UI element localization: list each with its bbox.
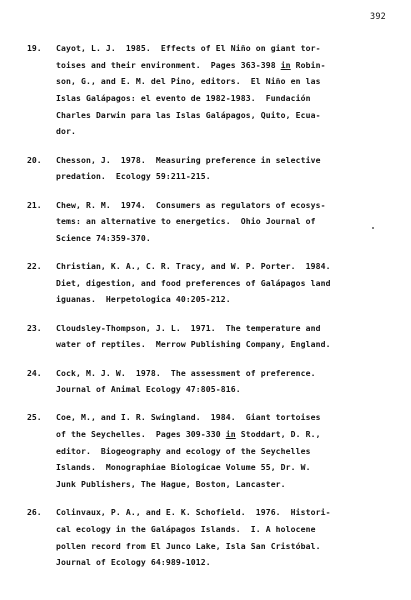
reference-line xyxy=(56,476,389,493)
reference-number: 24. xyxy=(27,367,42,378)
reference-text xyxy=(56,258,389,308)
line-text: Chew, R. M. 1974. Consumers as regulators of ecosys- xyxy=(56,199,326,210)
reference-line xyxy=(56,538,389,555)
reference-line xyxy=(56,230,389,247)
reference-entry xyxy=(27,152,389,185)
reference-line xyxy=(56,57,389,74)
reference-number: 20. xyxy=(27,154,42,165)
reference-entry xyxy=(27,40,389,140)
reference-line xyxy=(56,443,389,460)
line-text: dor. xyxy=(56,126,76,137)
reference-list xyxy=(27,40,389,583)
line-text: pollen record from El Junco Lake, Isla San Cristóbal. xyxy=(56,540,321,551)
reference-line xyxy=(56,90,389,107)
reference-line xyxy=(56,73,389,90)
line-text: son, G., and E. M. del Pino, editors. El Niño en las xyxy=(56,76,321,87)
reference-number: 25. xyxy=(27,412,42,423)
reference-text xyxy=(56,197,389,247)
reference-line xyxy=(56,275,389,292)
line-text: Science 74:359-370. xyxy=(56,232,151,243)
reference-entry xyxy=(27,197,389,247)
line-text: Junk Publishers, The Hague, Boston, Lancaster. xyxy=(56,479,286,490)
line-text: Colinvaux, P. A., and E. K. Schofield. 1976. Histori- xyxy=(56,507,331,518)
reference-entry xyxy=(27,365,389,398)
reference-number: 22. xyxy=(27,261,42,272)
line-text: Cloudsley-Thompson, J. L. 1971. The temperature and xyxy=(56,322,321,333)
line-text: cal ecology in the Galápagos Islands. I. A holocene xyxy=(56,524,316,534)
reference-line xyxy=(56,168,389,185)
reference-number: 19. xyxy=(27,43,42,53)
line-text: predation. Ecology 59:211-215. xyxy=(56,171,211,182)
line-text: Cayot, L. J. 1985. Effects of El Niño on giant tor- xyxy=(56,43,321,53)
line-text: Journal of Ecology 64:989-1012. xyxy=(56,557,211,568)
line-text: of the Seychelles. Pages 309-330 xyxy=(56,429,226,440)
line-text: Charles Darwin para las Islas Galápagos, Quito, Ecua- xyxy=(56,109,321,120)
reference-text xyxy=(56,409,389,492)
line-text: Diet, digestion, and food preferences of Galápagos land xyxy=(56,277,331,288)
page-number: 392 xyxy=(370,12,386,22)
line-text: Christian, K. A., C. R. Tracy, and W. P. Porter. 1984. xyxy=(56,261,331,272)
reference-line xyxy=(56,409,389,426)
reference-text xyxy=(56,40,389,140)
underlined-word: in xyxy=(225,429,236,440)
reference-line xyxy=(56,123,389,140)
reference-text xyxy=(56,365,389,398)
reference-line xyxy=(56,320,389,337)
line-text: editor. Biogeography and ecology of the Seychelles xyxy=(56,445,311,456)
reference-line xyxy=(56,291,389,308)
reference-line xyxy=(56,336,389,353)
reference-line xyxy=(56,197,389,214)
reference-line xyxy=(56,504,389,521)
reference-number: 21. xyxy=(27,199,42,210)
line-text-continued: Robin- xyxy=(290,59,326,70)
underlined-word: in xyxy=(280,59,291,70)
reference-line xyxy=(56,213,389,230)
line-text: Cock, M. J. W. 1978. The assessment of preference. xyxy=(56,367,316,378)
reference-entry xyxy=(27,504,389,571)
line-text: iguanas. Herpetologica 40:205-212. xyxy=(56,294,231,305)
line-text: Journal of Animal Ecology 47:805-816. xyxy=(56,384,241,395)
scan-speck xyxy=(372,227,374,229)
line-text: Chesson, J. 1978. Measuring preference in selective xyxy=(56,154,321,165)
reference-entry xyxy=(27,409,389,492)
reference-line xyxy=(56,426,389,443)
reference-line xyxy=(56,381,389,398)
reference-text xyxy=(56,152,389,185)
line-text-continued: Stoddart, D. R., xyxy=(235,429,321,440)
line-text: toises and their environment. Pages 363-398 xyxy=(56,59,281,70)
reference-number: 23. xyxy=(27,322,42,333)
line-text: tems: an alternative to energetics. Ohio Journal of xyxy=(56,216,316,227)
reference-line xyxy=(56,554,389,571)
reference-entry xyxy=(27,258,389,308)
reference-text xyxy=(56,504,389,571)
reference-entry xyxy=(27,320,389,353)
reference-text xyxy=(56,320,389,353)
line-text: Islas Galápagos: el evento de 1982-1983. Fundación xyxy=(56,93,311,104)
reference-number: 26. xyxy=(27,507,42,518)
reference-line xyxy=(56,40,389,57)
reference-line xyxy=(56,521,389,538)
reference-line xyxy=(56,107,389,124)
line-text: Islands. Monographiae Biologicae Volume 55, Dr. W. xyxy=(56,462,311,473)
line-text: water of reptiles. Merrow Publishing Company, England. xyxy=(56,339,331,350)
line-text: Coe, M., and I. R. Swingland. 1984. Giant tortoises xyxy=(56,412,321,423)
reference-line xyxy=(56,365,389,382)
reference-line xyxy=(56,152,389,169)
reference-line xyxy=(56,258,389,275)
reference-line xyxy=(56,459,389,476)
